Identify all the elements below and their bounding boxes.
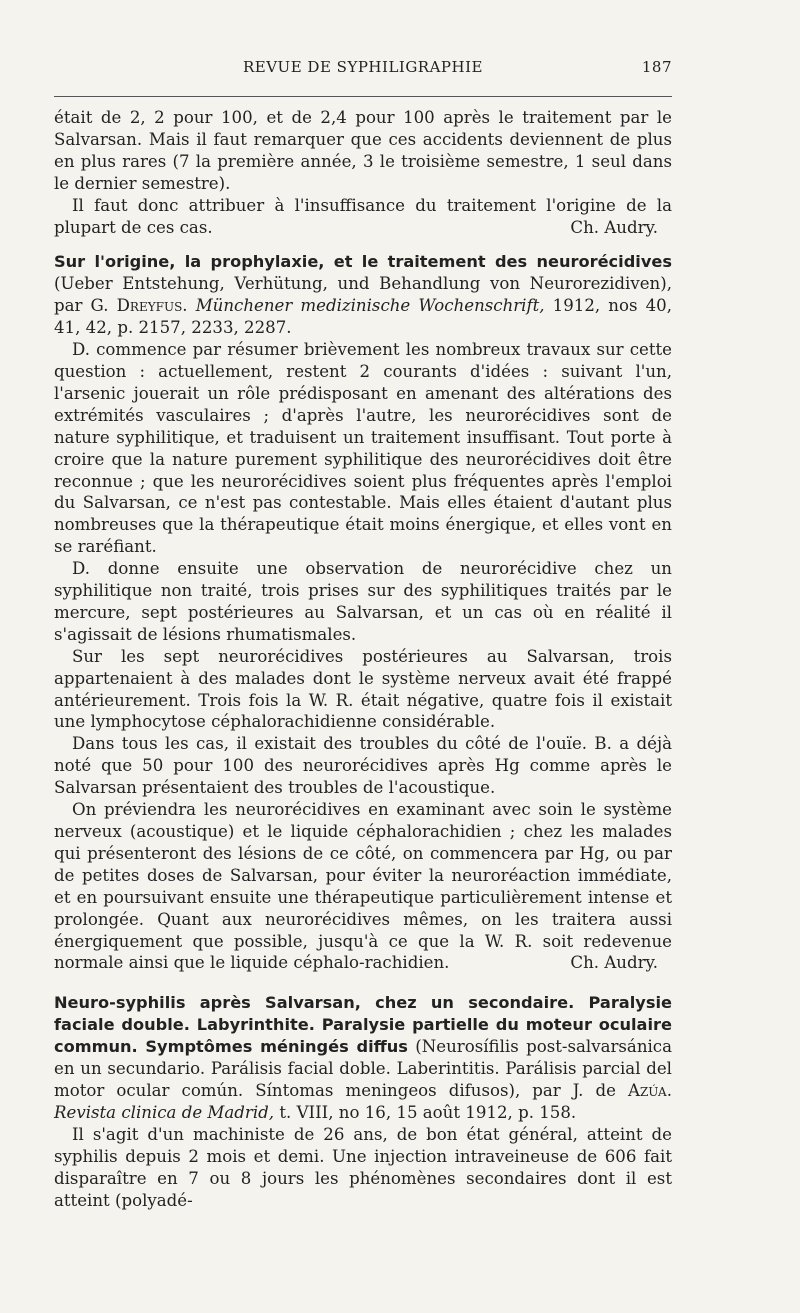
paragraph: Dans tous les cas, il existait des troubles du côté de l'ouïe. B. a déjà noté que 50 pour 100 des neurorécidives après Hg comme après le Salvarsan présentaient des troubles de l'acoustique. (54, 734, 672, 798)
signature: Ch. Audry. (570, 953, 658, 973)
header-rule (54, 96, 672, 97)
paragraph (54, 799, 672, 974)
paragraph (54, 195, 672, 239)
reference-details: t. VIII, no 16, 15 août 1912, p. 158. (274, 1102, 577, 1122)
page-number: 187 (641, 58, 672, 76)
paragraph: D. commence par résumer brièvement les nombreux travaux sur cette question : actuellement, restent 2 courants d'idées : suivant l'un, l'arsenic jouerait un rôle prédisposant en amenant des altérations des extrémités vasculaires ; d'après l'autre, les neurorécidives sont de nature syphilitique, et traduisent un traitement insuffisant. Tout porte à croire que la nature purement syphilitique des neurorécidives doit être reconnue ; que les neurorécidives soient plus fréquentes après l'emploi du Salvarsan, ce n'est pas contestable. Mais elles étaient d'autant plus nombreuses que la thérapeutique était moins énergique, et elles vont en se raréfiant. (54, 340, 672, 557)
article-header (54, 992, 672, 1123)
signature: Ch. Audry. (570, 217, 658, 237)
reference-sep: . (182, 296, 196, 316)
journal-name: Revista clinica de Madrid, (54, 1102, 275, 1122)
author-name: Azúa (627, 1080, 667, 1100)
running-header (54, 58, 672, 82)
reference: (Neurosífilis post-salvarsánica en un secundario. Parálisis facial doble. Laberintitis. Parálisis parcial del motor ocular común. Síntomas meningeos difusos), par J. de (54, 1037, 672, 1100)
paragraph: Il s'agit d'un machiniste de 26 ans, de bon état général, atteint de syphilis depuis 2 mois et demi. Une injection intraveineuse de 606 fait disparaître en 7 ou 8 jours les phénomènes secondaires dont il est atteint (polyadé- (54, 1124, 672, 1210)
article-title: Neuro-syphilis après Salvarsan, chez un secondaire. Paralysie faciale double. Labyrinthite. Paralysie partielle du moteur oculaire commun. Symptômes méningés diffus (54, 993, 672, 1057)
spacer (54, 238, 672, 251)
paragraph-text: Il faut donc attribuer à l'insuffisance du traitement l'origine de la plupart de ces cas. (54, 195, 672, 237)
reference: (Ueber Entstehung, Verhütung, und Behandlung von Neurorezidiven), par G. (54, 274, 672, 316)
article-header (54, 251, 672, 339)
article-title: Sur l'origine, la prophylaxie, et le traitement des neurorécidives (54, 252, 672, 272)
paragraph: était de 2, 2 pour 100, et de 2,4 pour 100 après le traitement par le Salvarsan. Mais il faut remarquer que ces accidents deviennent de plus en plus rares (7 la première année, 3 le troisième semestre, 1 seul dans le dernier semestre). (54, 108, 672, 193)
paragraph: D. donne ensuite une observation de neurorécidive chez un syphilitique non traité, trois prises sur des syphilitiques traités par le mercure, sept postérieures au Salvarsan, et un cas où en réalité il s'agissait de lésions rhumatismales. (54, 559, 672, 644)
journal-name: Münchener medizinische Wochenschrift, (195, 296, 545, 316)
spacer (54, 974, 672, 992)
journal-title: REVUE DE SYPHILIGRAPHIE (242, 58, 483, 76)
paragraph-text: On préviendra les neurorécidives en examinant avec soin le système nerveux (acoustique) et le liquide céphalorachidien ; chez les malades qui présenteront des lésions de ce côté, on commencera par Hg, ou par de petites doses de Salvarsan, pour éviter la neuroréaction immédiate, et en poursuivant ensuite une thérapeutique particulièrement intense et prolongée. Quant aux neurorécidives mêmes, on les traitera aussi énergiquement que possible, jusqu'à ce que la W. R. soit redevenue normale ainsi que le liquide céphalo-rachidien. (54, 800, 672, 973)
author-name: Dreyfus (116, 296, 183, 316)
paragraph: Sur les sept neurorécidives postérieures au Salvarsan, trois appartenaient à des malades dont le système nerveux avait été frappé antérieurement. Trois fois la W. R. était négative, quatre fois il existait une lymphocytose céphalorachidienne considérable. (54, 646, 672, 732)
reference-details: 1912, nos 40, 41, 42, p. 2157, 2233, 2287. (54, 296, 672, 338)
reference-sep: . (666, 1080, 672, 1100)
